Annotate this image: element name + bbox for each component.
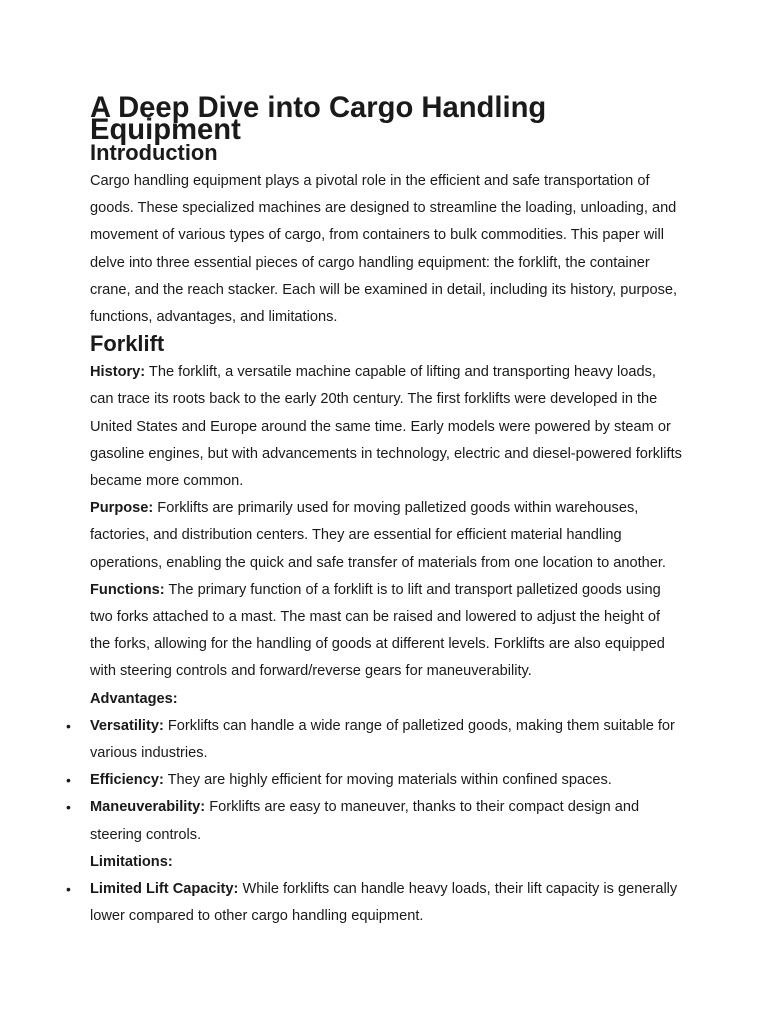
bullet-icon: •: [66, 881, 71, 898]
list-item: [66, 794, 682, 848]
list-item-text: Forklifts are easy to maneuver, thanks to their compact design and steering controls.: [90, 799, 640, 843]
functions-paragraph: [90, 577, 682, 686]
purpose-label: Purpose:: [90, 500, 154, 517]
intro-heading: Introduction: [90, 140, 218, 165]
document-title: A Deep Dive into Cargo Handling Equipment: [90, 92, 547, 146]
history-label: History:: [90, 364, 146, 381]
bullet-icon: •: [66, 772, 71, 789]
document-body: [66, 92, 682, 930]
advantages-heading: Advantages:: [90, 690, 178, 707]
functions-label: Functions:: [90, 581, 165, 598]
list-item-label: Versatility:: [90, 717, 164, 734]
purpose-paragraph: [90, 495, 682, 577]
forklift-heading: Forklift: [90, 331, 165, 357]
limitations-heading: Limitations:: [90, 853, 173, 870]
list-item: [66, 767, 682, 794]
history-text: The forklift, a versatile machine capable of lifting and transporting heavy loads, can trace its roots back to the early 20th century. The first forklifts were developed in the United States and Europe around the same time. Early models were powered by steam or gasoline engines, but with advancements in technology, electric and diesel-powered forklifts became more common.: [90, 364, 682, 490]
bullet-icon: •: [66, 799, 71, 816]
list-item: [66, 876, 682, 930]
list-item-label: Efficiency:: [90, 772, 164, 789]
list-item: [66, 713, 682, 767]
list-item-label: Limited Lift Capacity:: [90, 881, 239, 898]
history-paragraph: [90, 359, 682, 495]
list-item-text: While forklifts can handle heavy loads, their lift capacity is generally lower compared to other cargo handling equipment.: [90, 881, 678, 925]
purpose-text: Forklifts are primarily used for moving palletized goods within warehouses, factories, and distribution centers. They are essential for efficient material handling operations, enabling the quick and safe transfer of materials from one location to another.: [90, 500, 666, 571]
functions-text: The primary function of a forklift is to lift and transport palletized goods using two forks attached to a mast. The mast can be raised and lowered to adjust the height of the forks, allowing for the handling of goods at different levels. Forklifts are also equipped with steering controls and forward/reverse gears for maneuverability.: [90, 581, 665, 680]
advantages-list: [66, 713, 682, 849]
list-item-text: They are highly efficient for moving materials within confined spaces.: [163, 772, 612, 789]
list-item-text: Forklifts can handle a wide range of palletized goods, making them suitable for various industries.: [90, 717, 675, 762]
bullet-icon: •: [66, 717, 71, 734]
limitations-list: [66, 876, 682, 930]
intro-paragraph: Cargo handling equipment plays a pivotal role in the efficient and safe transportation of goods. These specialized machines are designed to streamline the loading, unloading, and movement of various types of cargo, from containers to bulk commodities. This paper will delve into three essential pieces of cargo handling equipment: the forklift, the container crane, and the reach stacker. Each will be examined in detail, including its history, purpose, functions, advantages, and limitations.: [90, 173, 678, 326]
list-item-label: Maneuverability:: [90, 799, 206, 816]
